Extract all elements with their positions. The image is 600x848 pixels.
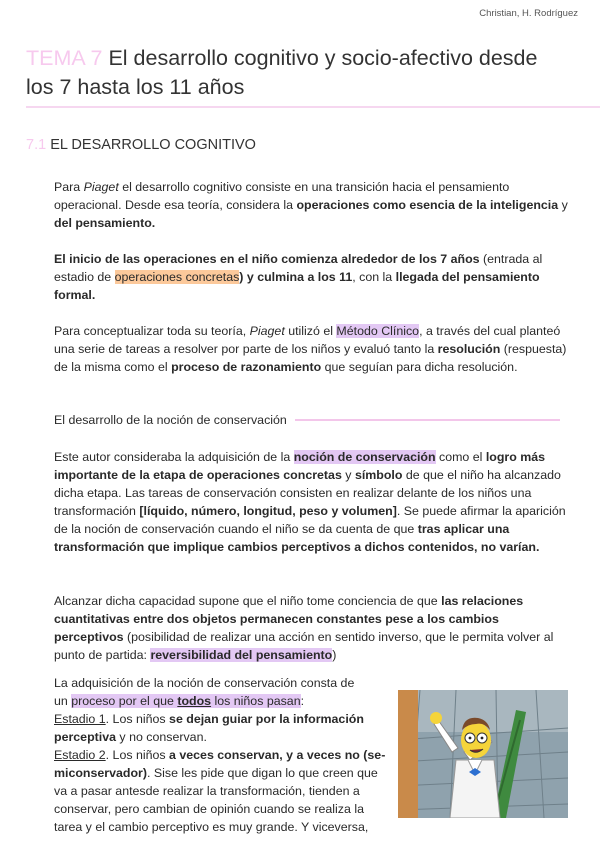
paragraph-conservation-notion: Este autor consideraba la adquisición de la noción de conservación como el logro más importante de la etapa de operaciones concretas y símbolo de que el niño ha alcanzado dicha etapa. Las tareas de conservación consisten en realizar delante de los niños una transformación [líquido, número, longitud, peso y volumen]. Se puede afirmar la aparición de la noción de conservación cuando el niño se da cuenta de que tras aplicar una transformación que implique cambios perceptivos a dichos contenidos, no varían. [54, 450, 566, 554]
title-number: TEMA 7 [26, 46, 103, 70]
stages-line: un proceso por el que todos los niños pasan: [54, 694, 305, 708]
stages-line: va a pasar antesde realizar la transformación, tienden a [54, 784, 360, 798]
stages-line: tarea y el cambio perceptivo es muy grande. Y viceversa, [54, 820, 369, 834]
stages-line: Estadio 1. Los niños se dejan guiar por la información [54, 712, 364, 726]
stages-line: conservar, pero cambian de opinión cuando se realiza la [54, 802, 364, 816]
paragraph-reversibility: Alcanzar dicha capacidad supone que el niño tome conciencia de que las relaciones cuantitativas entre dos objetos permanecen constantes pese a los cambios perceptivos (posibilidad de realizar una acción en sentido inverso, que le permita volver al punto de partida: reversibilidad del pensamiento) [54, 594, 554, 662]
section-title: EL DESARROLLO COGNITIVO [50, 137, 256, 153]
stages-line: miconservador). Sise les pide que digan lo que creen que [54, 766, 378, 780]
paragraph-piaget-intro: Para Piaget el desarrollo cognitivo consiste en una transición hacia el pensamiento operacional. Desde esa teoría, considera la operaciones como esencia de la inteligencia y del pensamiento. [54, 180, 568, 230]
title-text: El desarrollo cognitivo y socio-afectivo desde los 7 hasta los 11 años [26, 46, 538, 99]
section-heading [26, 137, 256, 153]
stages-line: perceptiva y no conservan. [54, 730, 207, 744]
section-number: 7.1 [26, 137, 47, 153]
paragraph-operations-start: El inicio de las operaciones en el niño comienza alrededor de los 7 años (entrada al estadio de operaciones concretas) y culmina a los 11, con la llegada del pensamiento formal. [54, 252, 543, 302]
subheading-rule [295, 419, 560, 421]
title-divider [26, 106, 600, 108]
subheading-text: El desarrollo de la noción de conservación [54, 413, 287, 427]
paragraph-clinical-method: Para conceptualizar toda su teoría, Piaget utilizó el Método Clínico, a través del cual planteó una serie de tareas a resolver por parte de los niños y evaluó tanto la resolución (respuesta) de la misma como el proceso de razonamiento que seguían para dicha resolución. [54, 324, 567, 374]
stages-line: Estadio 2. Los niños a veces conservan, y a veces no (se- [54, 748, 386, 762]
page-title [26, 44, 566, 102]
stages-line: La adquisición de la noción de conservación consta de [54, 676, 355, 690]
subheading-conservation [54, 413, 560, 427]
cartoon-illustration [398, 690, 568, 818]
author-name: Christian, H. Rodríguez [479, 8, 578, 19]
